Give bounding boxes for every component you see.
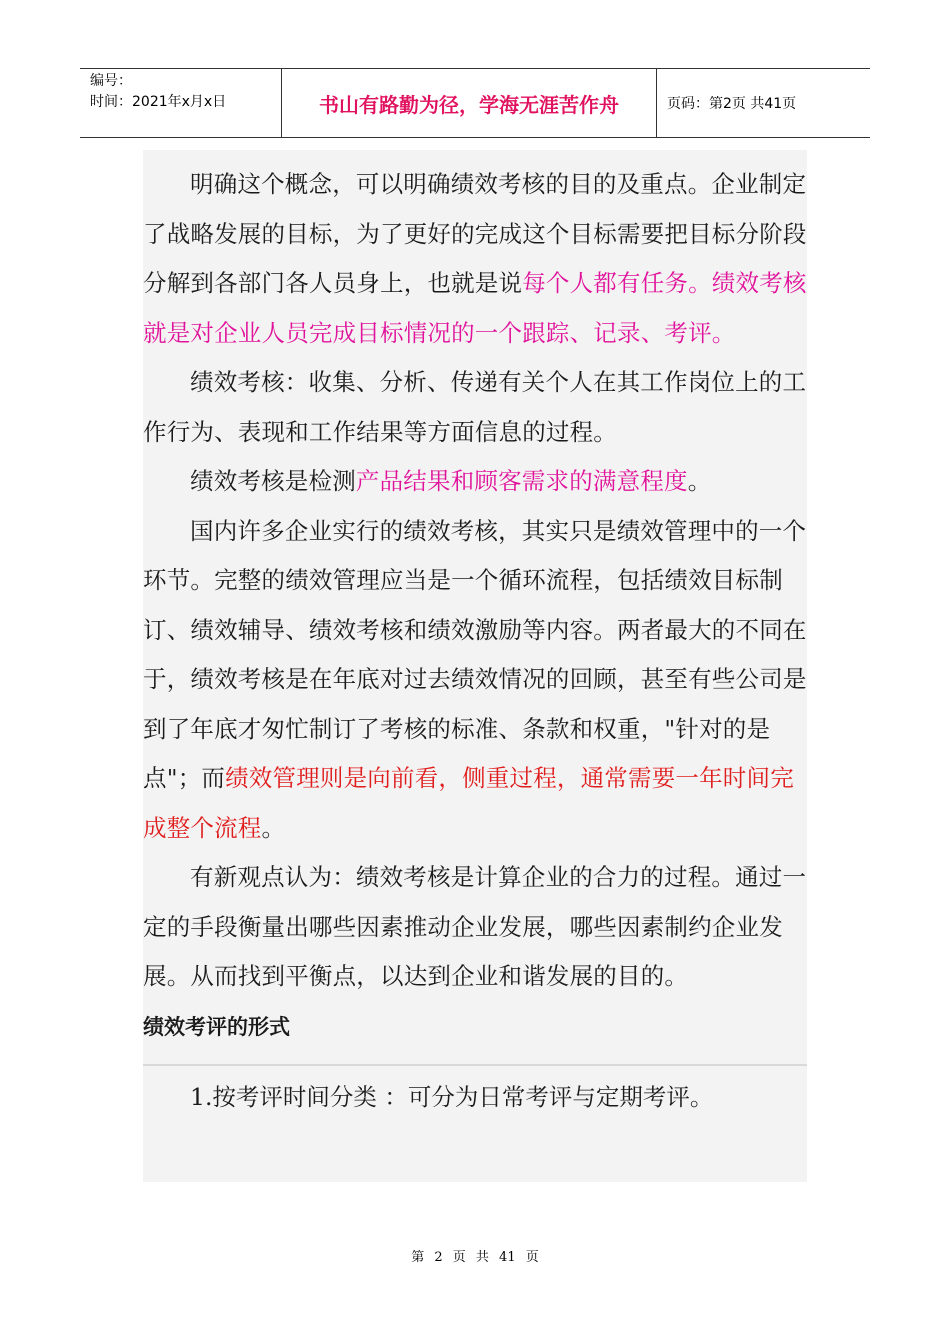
paragraph-3-highlight: 产品结果和顾客需求的满意程度 xyxy=(355,467,688,495)
paragraph-4-end: 。 xyxy=(261,813,286,842)
paragraph-4-text: 国内许多企业实行的绩效考核，其实只是绩效管理中的一个环节。完整的绩效管理应当是一个循环流程，包括绩效目标制订、绩效辅导、绩效考核和绩效激励等内容。两者最大的不同在于，绩效考核是在年底对过去绩效情况的回顾，甚至有些公司是到了年底才匆忙制订了考核的标准、条款和权重，"针对的是点"；而 xyxy=(143,516,807,792)
paragraph-3 xyxy=(143,457,807,507)
header-info-cell xyxy=(80,69,282,137)
paragraph-5: 有新观点认为：绩效考核是计算企业的合力的过程。通过一定的手段衡量出哪些因素推动企业发展，哪些因素制约企业发展。从而找到平衡点，以达到企业和谐发展的目的。 xyxy=(143,863,807,990)
document-body xyxy=(143,150,807,1182)
list-item-1: 1.按考评时间分类 ：可分为日常考评与定期考评。 xyxy=(190,1082,714,1111)
page-footer: 第 2 页 共 41 页 xyxy=(411,1250,539,1265)
paragraph-1-highlight: 每个人都有任务。绩效考核就是对企业人员完成目标情况的一个跟踪、记录、考评。 xyxy=(143,269,807,347)
paragraph-1 xyxy=(143,150,807,358)
header-table xyxy=(80,68,870,138)
paragraph-4-highlight: 绩效管理则是向前看，侧重过程，通常需要一年时间完成整个流程 xyxy=(143,764,794,842)
time-label: 时间：2021年x月x日 xyxy=(90,94,227,110)
paragraph-3-text: 绩效考核是检测 xyxy=(190,467,356,495)
header-motto: 书山有路勤为径，学海无涯苦作舟 xyxy=(282,69,657,137)
number-label: 编号： xyxy=(90,73,132,89)
paragraph-4 xyxy=(143,507,807,854)
section-heading: 绩效考评的形式 xyxy=(143,1014,290,1039)
paragraph-3-end: 。 xyxy=(687,467,712,495)
paragraph-2: 绩效考核：收集、分析、传递有关个人在其工作岗位上的工作行为、表现和工作结果等方面信息的过程。 xyxy=(143,368,807,446)
header-page-label: 页码：第2页 共41页 xyxy=(667,96,797,112)
paragraph-1-text: 明确这个概念，可以明确绩效考核的目的及重点。企业制定了战略发展的目标，为了更好的完成这个目标需要把目标分阶段分解到各部门各人员身上，也就是说 xyxy=(143,170,807,297)
